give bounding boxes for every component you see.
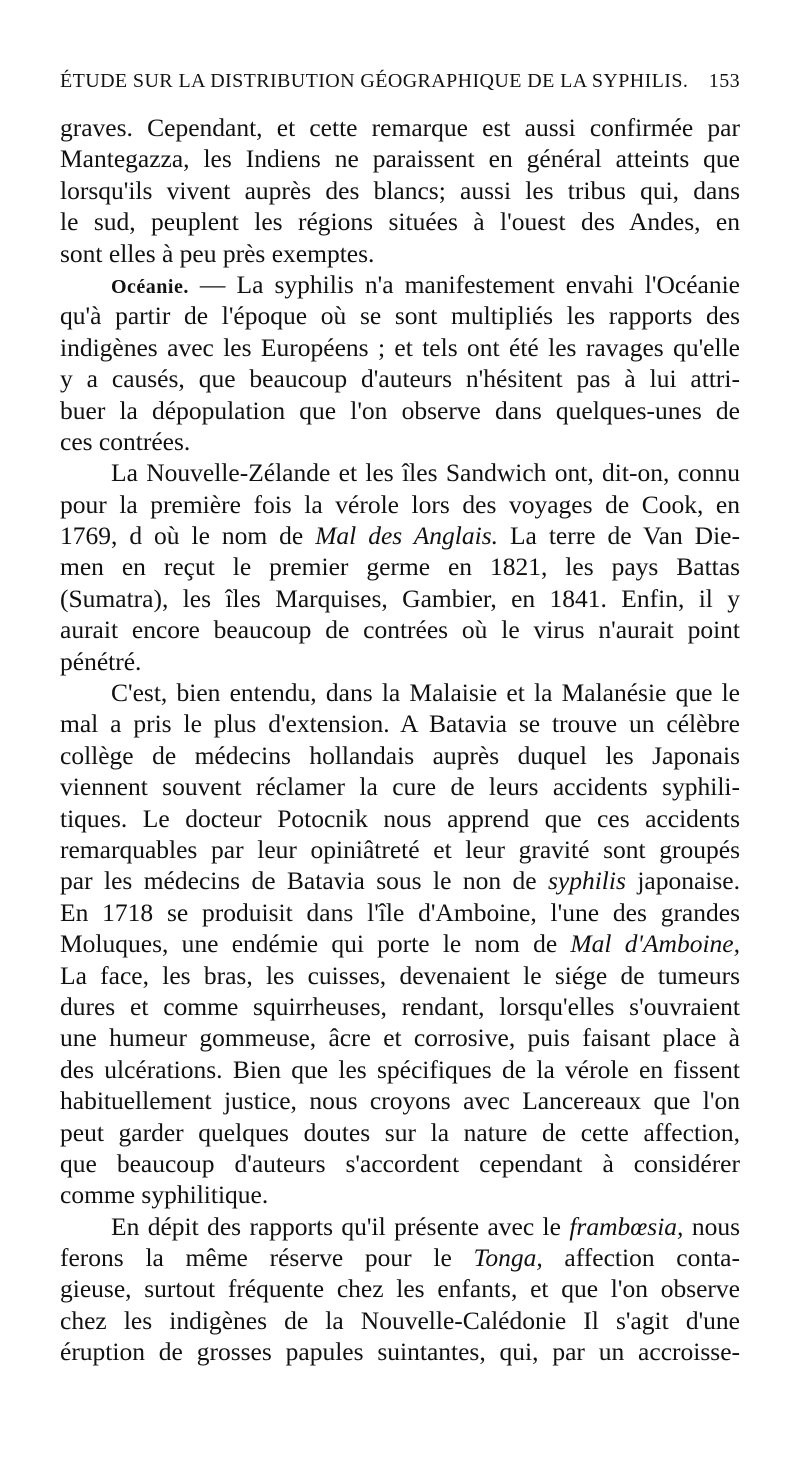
text-line <box>60 1242 740 1273</box>
text-segment: C'est, bien entendu, dans la Malaisie et la Malanésie que le <box>111 678 740 708</box>
text-segment: buer la dépopulation que l'on observe dans quelques-unes de <box>60 395 740 425</box>
text-segment: aurait encore beaucoup de contrées où le virus n'aurait point <box>60 615 740 645</box>
body-text <box>60 112 740 1368</box>
text-segment: éruption de grosses papules suintantes, qui, par un accroisse- <box>60 1337 740 1367</box>
text-segment: — La syphilis n'a manifestement envahi l'Océanie <box>188 269 740 299</box>
italic-term: Mal des Anglais. <box>315 521 499 551</box>
text-segment: dures et comme squirrheuses, rendant, lorsqu'elles s'ouvraient <box>60 991 740 1021</box>
text-segment: nous <box>683 1211 740 1241</box>
text-segment: une humeur gommeuse, âcre et corrosive, puis faisant place à <box>60 1023 740 1053</box>
text-line <box>60 1273 740 1304</box>
text-segment: le sud, peuplent les régions situées à l'ouest des Andes, en <box>60 207 740 237</box>
text-line <box>60 677 740 708</box>
text-segment: tiques. Le docteur Potocnik nous apprend que ces accidents <box>60 803 740 833</box>
running-head-title: ÉTUDE SUR LA DISTRIBUTION GÉOGRAPHIQUE DE LA SYPHILIS. <box>60 70 689 92</box>
italic-term: Mal d'Amboine, <box>570 929 740 959</box>
text-line <box>60 1054 740 1085</box>
text-segment: La face, les bras, les cuisses, devenaient le siége de tumeurs <box>60 960 740 990</box>
text-line <box>60 112 740 143</box>
text-line <box>60 834 740 865</box>
text-segment: La Nouvelle-Zélande et les îles Sandwich ont, dit-on, connu <box>111 458 740 488</box>
text-line <box>60 143 740 174</box>
text-segment: sont elles à peu près exemptes. <box>60 238 375 268</box>
text-segment: ferons la même réserve pour le <box>60 1243 474 1273</box>
text-line <box>60 395 740 426</box>
text-segment: (Sumatra), les îles Marquises, Gambier, en 1841. Enfin, il y <box>60 583 740 613</box>
text-segment: viennent souvent réclamer la cure de leurs accidents syphili- <box>60 772 740 802</box>
page-number: 153 <box>708 70 740 92</box>
italic-term: frambœsia, <box>569 1211 684 1241</box>
text-segment: chez les indigènes de la Nouvelle-Calédonie Il s'agit d'une <box>60 1305 740 1335</box>
text-line <box>60 300 740 331</box>
text-segment: gieuse, surtout fréquente chez les enfants, et que l'on observe <box>60 1274 740 1304</box>
text-segment: pénétré. <box>60 646 142 676</box>
text-line <box>60 1117 740 1148</box>
text-segment: y a causés, que beaucoup d'auteurs n'hésitent pas à lui attri- <box>60 364 740 394</box>
text-segment: par les médecins de Batavia sous le non de <box>60 866 548 896</box>
text-segment: men en reçut le premier germe en 1821, les pays Battas <box>60 552 740 582</box>
text-line <box>60 614 740 645</box>
text-segment: ces contrées. <box>60 426 191 456</box>
text-line <box>60 771 740 802</box>
text-line <box>60 489 740 520</box>
text-line <box>60 363 740 394</box>
text-segment: lorsqu'ils vivent auprès des blancs; aussi les tribus qui, dans <box>60 175 740 205</box>
text-line <box>60 960 740 991</box>
text-segment: Moluques, une endémie qui porte le nom de <box>60 929 571 959</box>
text-line <box>60 1305 740 1336</box>
text-segment: comme syphilitique. <box>60 1180 269 1210</box>
text-segment: qu'à partir de l'époque où se sont multipliés les rapports des <box>60 301 740 331</box>
text-line <box>60 708 740 739</box>
text-line <box>60 583 740 614</box>
text-segment: des ulcérations. Bien que les spécifiques de la vérole en fissent <box>60 1054 740 1084</box>
text-line <box>60 238 740 269</box>
text-line <box>60 803 740 834</box>
text-line <box>60 269 740 300</box>
section-heading: Océanie. <box>111 275 189 298</box>
text-segment: indigènes avec les Européens ; et tels ont été les ravages qu'elle <box>60 332 740 362</box>
text-line <box>60 332 740 363</box>
text-line <box>60 740 740 771</box>
text-segment: graves. Cependant, et cette remarque est aussi confirmée par <box>60 113 740 142</box>
text-segment: En 1718 se produisit dans l'île d'Amboine, l'une des grandes <box>60 897 740 927</box>
text-segment: peut garder quelques doutes sur la nature de cette affection, <box>60 1117 740 1147</box>
text-segment: Mantegazza, les Indiens ne paraissent en général atteints que <box>60 144 740 174</box>
text-line <box>60 928 740 959</box>
text-segment: En dépit des rapports qu'il présente avec le <box>111 1211 570 1241</box>
text-line <box>60 865 740 896</box>
text-segment: pour la première fois la vérole lors des voyages de Cook, en <box>60 489 740 519</box>
text-segment: affection conta- <box>542 1243 740 1273</box>
text-segment: 1769, d où le nom de <box>60 521 316 551</box>
text-line <box>60 551 740 582</box>
text-segment: que beaucoup d'auteurs s'accordent cependant à considérer <box>60 1148 740 1178</box>
text-line <box>60 1022 740 1053</box>
italic-term: Tonga, <box>473 1243 543 1273</box>
text-line <box>60 426 740 457</box>
text-segment: habituellement justice, nous croyons avec Lancereaux que l'on <box>60 1086 740 1116</box>
text-line <box>60 1179 740 1210</box>
running-head <box>60 70 740 104</box>
text-line <box>60 1148 740 1179</box>
text-line <box>60 206 740 237</box>
text-line <box>60 1336 740 1367</box>
text-segment: collège de médecins hollandais auprès duquel les Japonais <box>60 740 740 770</box>
text-line <box>60 991 740 1022</box>
text-line <box>60 520 740 551</box>
text-line <box>60 457 740 488</box>
text-line <box>60 175 740 206</box>
text-segment: remarquables par leur opiniâtreté et leur gravité sont groupés <box>60 834 740 864</box>
text-line <box>60 1085 740 1116</box>
text-segment: mal a pris le plus d'extension. A Batavia se trouve un célèbre <box>60 709 740 739</box>
text-line <box>60 1211 740 1242</box>
text-segment: La terre de Van Die- <box>498 521 740 551</box>
text-segment: japonaise. <box>625 866 740 896</box>
text-line <box>60 897 740 928</box>
text-line <box>60 646 740 677</box>
italic-term: syphilis <box>547 866 626 896</box>
